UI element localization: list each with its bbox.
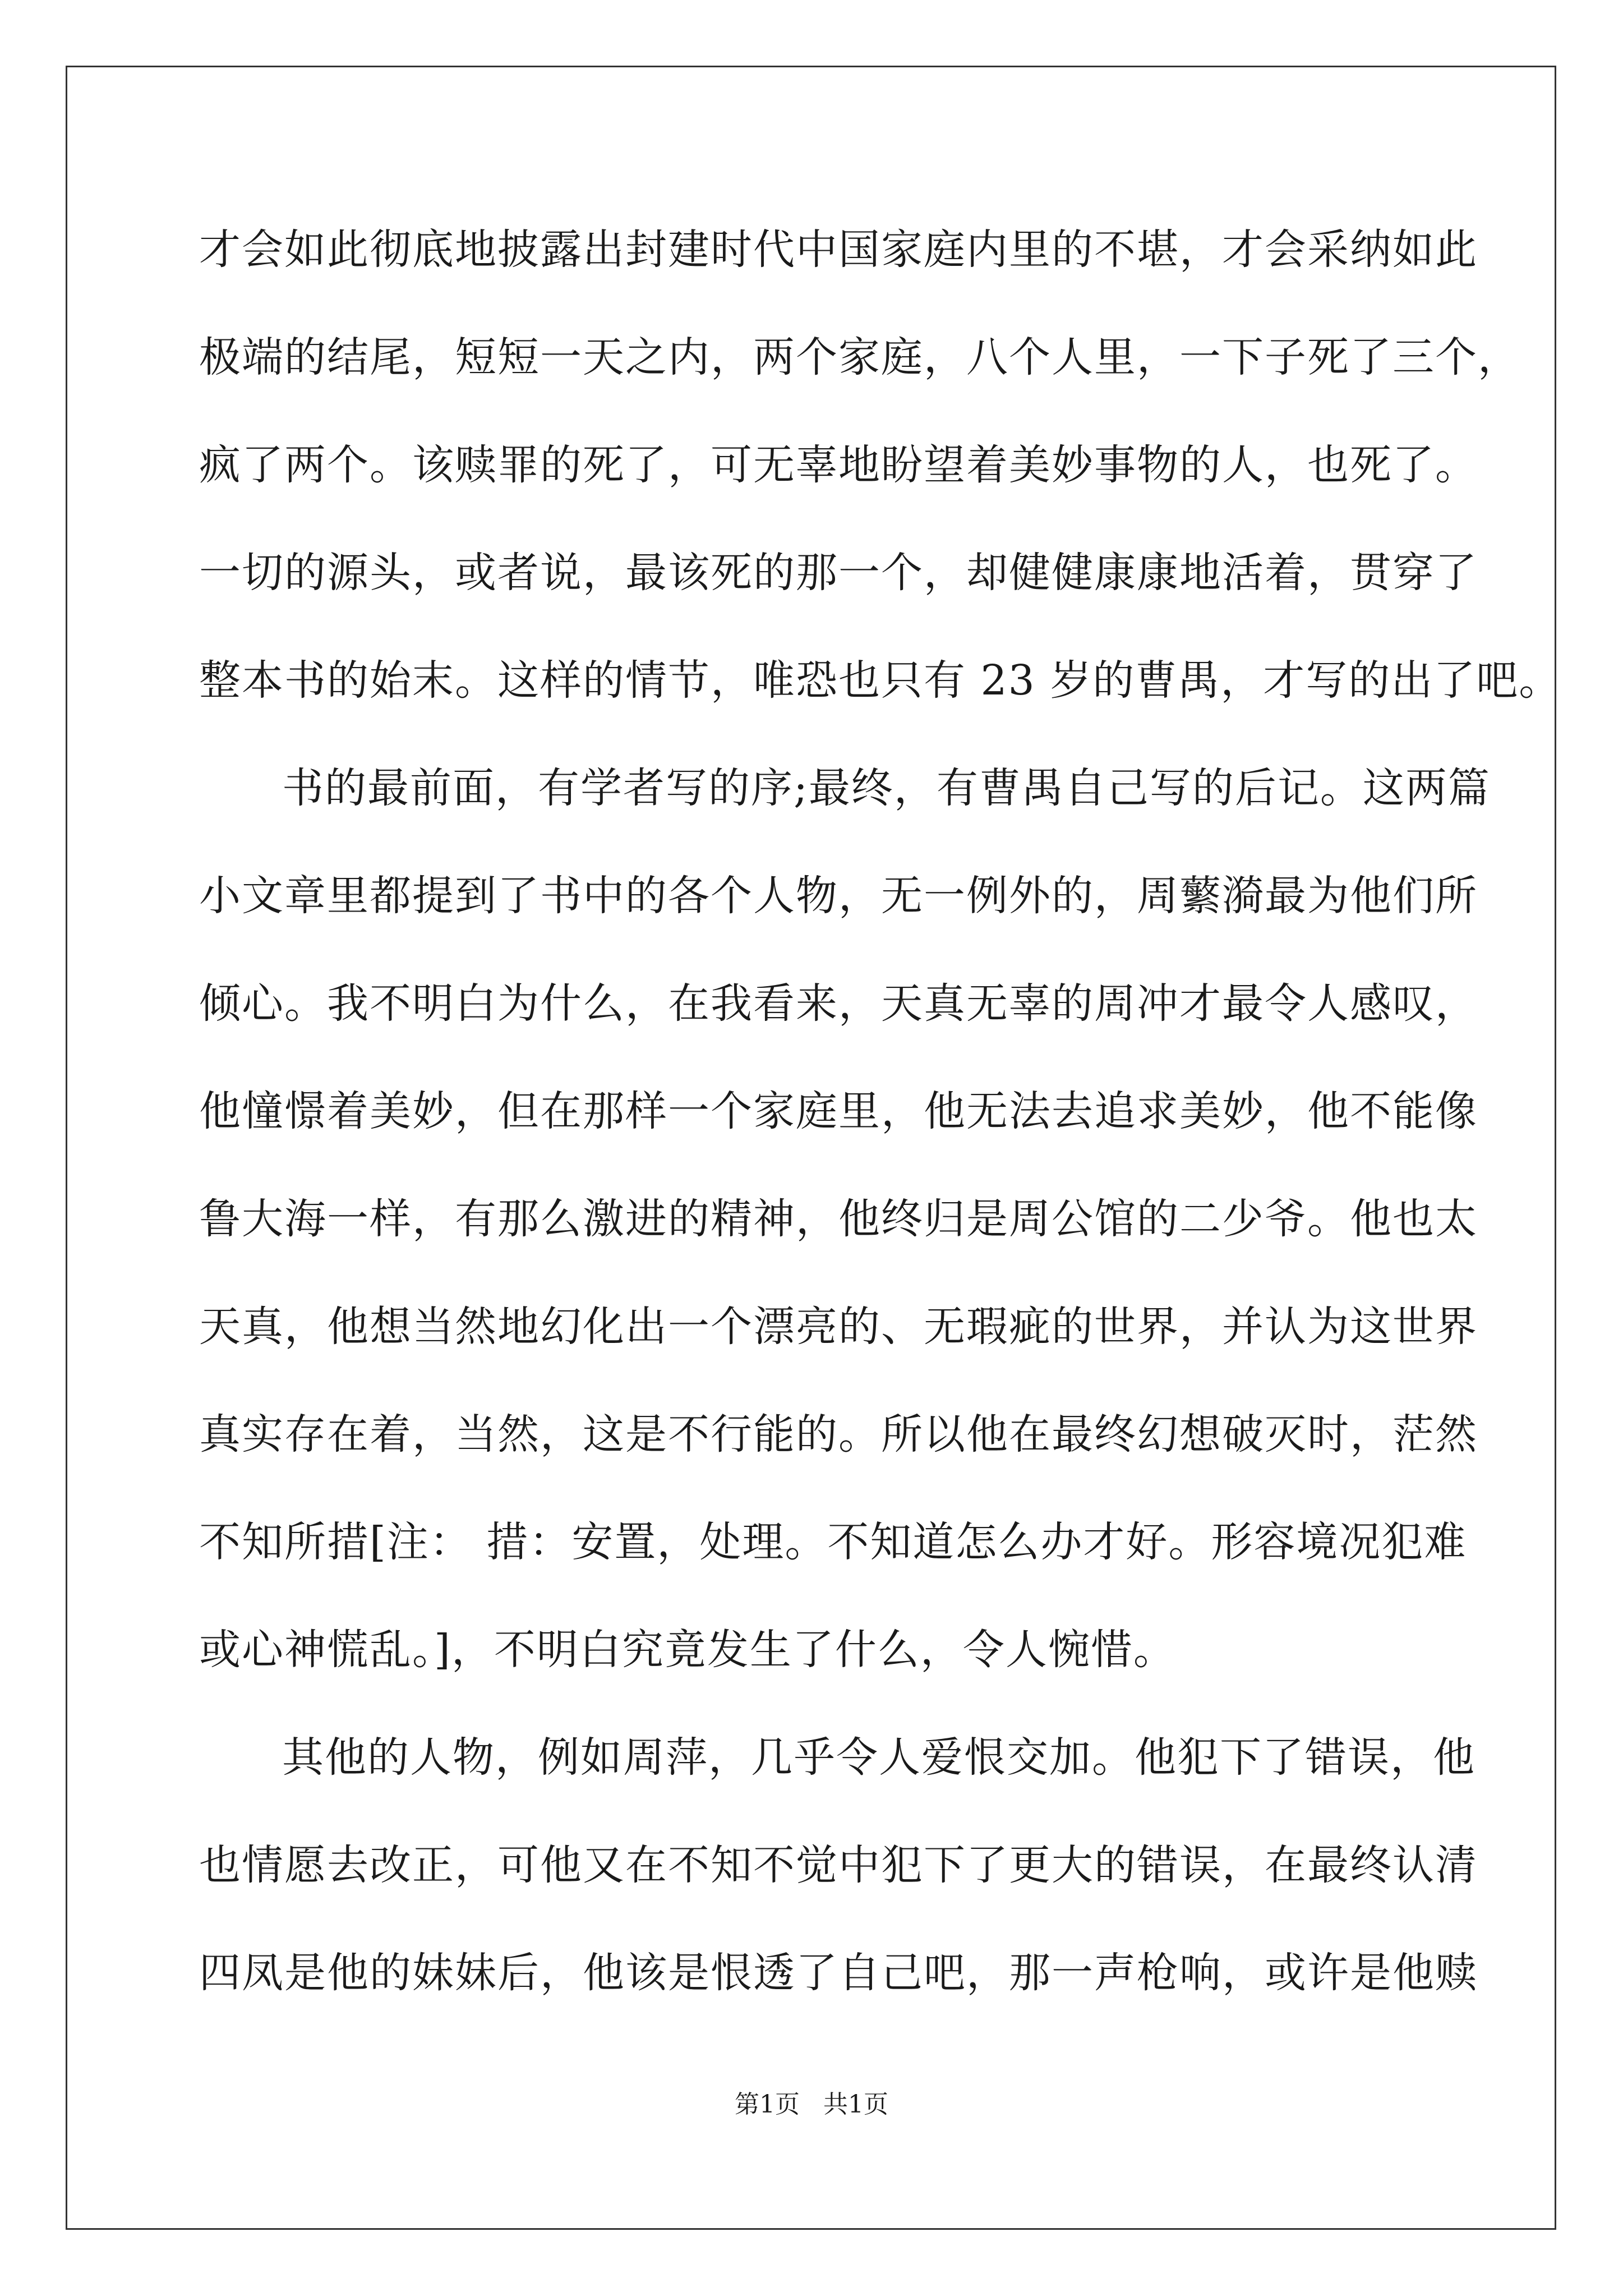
- text-line: 小文章里都提到了书中的各个人物，无一例外的，周蘩漪最为他们所: [199, 872, 1478, 920]
- text-line: 一切的源头，或者说，最该死的那一个，却健健康康地活着，贯穿了: [199, 549, 1478, 597]
- text-line: 极端的结尾，短短一天之内，两个家庭，八个人里，一下子死了三个，: [199, 333, 1520, 381]
- text-line: 也情愿去改正，可他又在不知不觉中犯下了更大的错误，在最终认清: [199, 1841, 1478, 1889]
- text-line: 整本书的始末。这样的情节，唯恐也只有 23 岁的曹禺，才写的出了吧。: [199, 656, 1562, 705]
- paragraph-first-line: 书的最前面，有学者写的序;最终，有曹禺自己写的后记。这两篇: [282, 764, 1491, 812]
- text-line: 或心神慌乱。]，不明白究竟发生了什么，令人惋惜。: [199, 1626, 1176, 1674]
- text-line: 倾心。我不明白为什么，在我看来，天真无辜的周冲才最令人感叹，: [199, 979, 1478, 1028]
- text-line: 四凤是他的妹妹后，他该是恨透了自己吧，那一声枪响，或许是他赎: [199, 1949, 1478, 1997]
- text-line: 才会如此彻底地披露出封建时代中国家庭内里的不堪，才会采纳如此: [199, 226, 1478, 274]
- text-line: 不知所措[注： 措：安置，处理。不知道怎么办才好。形容境况犯难: [199, 1518, 1467, 1566]
- text-line: 疯了两个。该赎罪的死了，可无辜地盼望着美妙事物的人，也死了。: [199, 441, 1478, 489]
- text-line: 天真，他想当然地幻化出一个漂亮的、无瑕疵的世界，并认为这世界: [199, 1303, 1478, 1351]
- text-line: 他憧憬着美妙，但在那样一个家庭里，他无法去追求美妙，他不能像: [199, 1087, 1478, 1135]
- text-line: 真实存在着，当然，这是不行能的。所以他在最终幻想破灭时，茫然: [199, 1410, 1478, 1458]
- text-line: 鲁大海一样，有那么激进的精神，他终归是周公馆的二少爷。他也太: [199, 1195, 1478, 1243]
- page-number: 第1页 共1页: [735, 2090, 888, 2119]
- paragraph-first-line: 其他的人物，例如周萍，几乎令人爱恨交加。他犯下了错误，他: [282, 1733, 1476, 1782]
